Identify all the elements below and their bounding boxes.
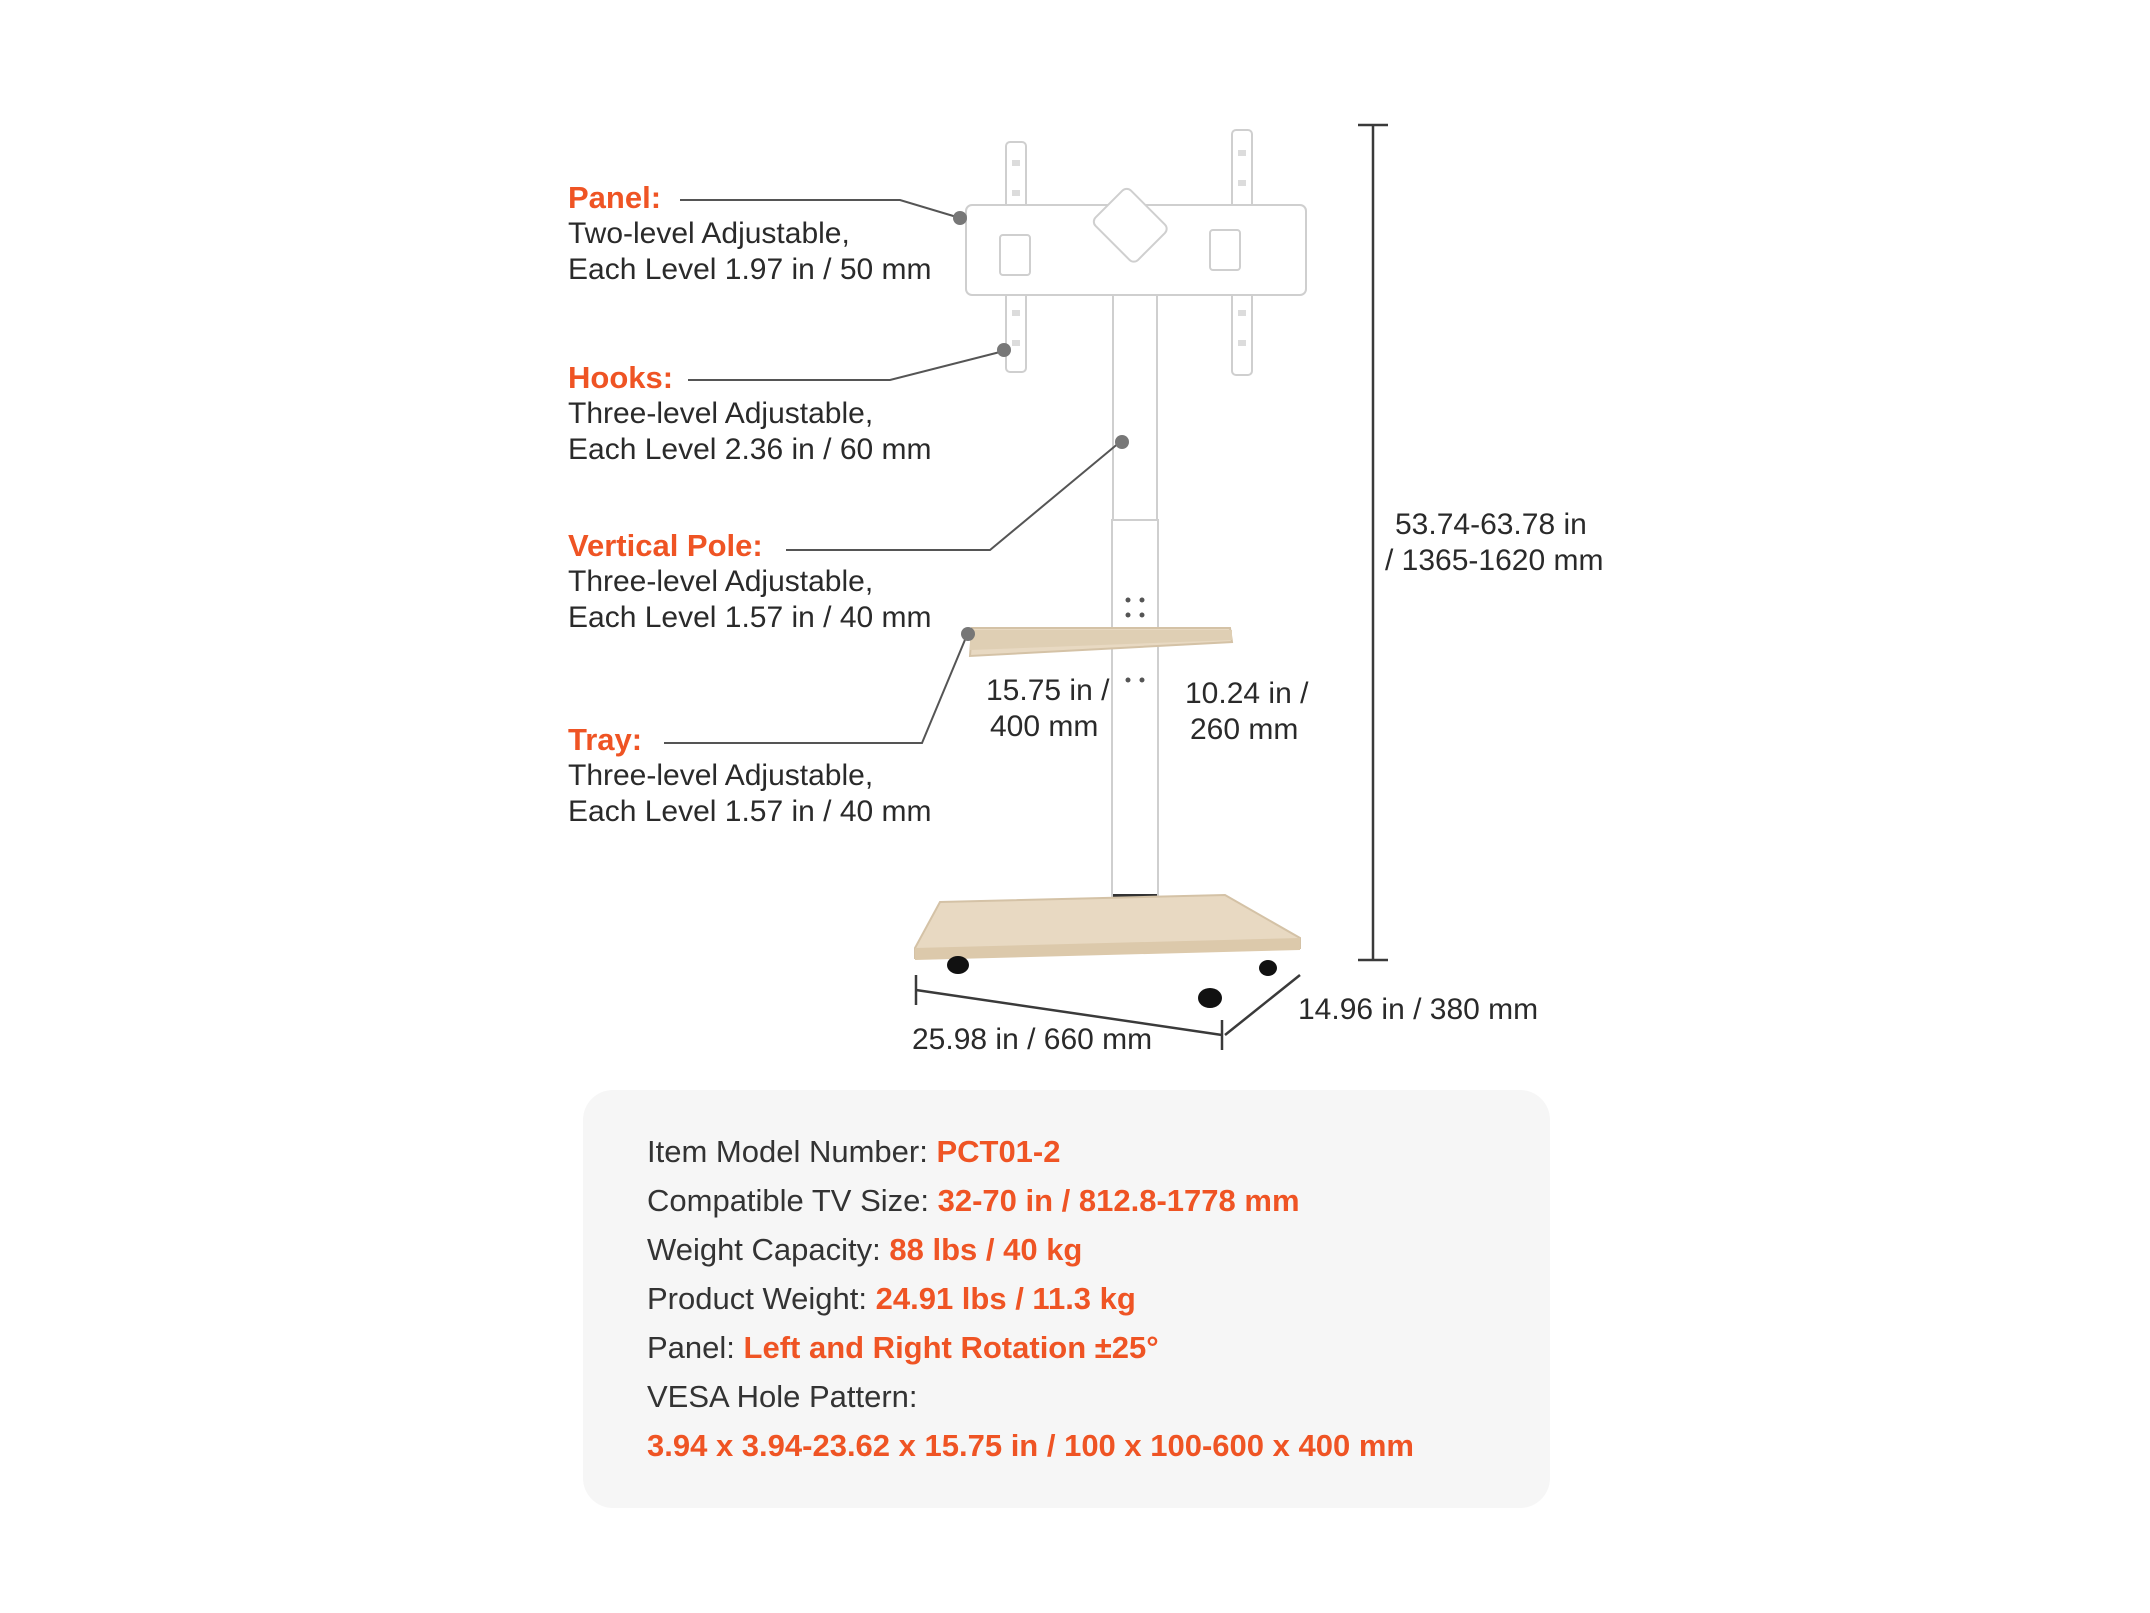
spec-label: Item Model Number: [647,1134,937,1169]
base-width-label: 25.98 in / 660 mm [912,1023,1153,1056]
spec-label: Weight Capacity: [647,1232,890,1267]
spec-label: Panel: [647,1330,744,1365]
spec-value: 24.91 lbs / 11.3 kg [875,1281,1136,1316]
vertical-pole [1112,295,1158,911]
spec-row-product-weight [647,1279,1136,1319]
callout-line: Each Level 2.36 in / 60 mm [568,433,932,466]
callout-line: Three-level Adjustable, [568,565,874,598]
callout-line: Two-level Adjustable, [568,217,850,250]
spec-value: 3.94 x 3.94-23.62 x 15.75 in / 100 x 100-600 x 400 mm [647,1428,1414,1463]
caster-wheel [947,956,969,974]
spec-panel [583,1090,1550,1508]
callout-title: Tray: [568,722,643,757]
spec-value: 88 lbs / 40 kg [889,1232,1083,1267]
callout-line: Three-level Adjustable, [568,759,874,792]
spec-row-vesa-label [647,1377,918,1417]
tray-width-label-in: 15.75 in / [986,674,1110,707]
base-depth-dimension-line [1225,975,1300,1035]
callout-line: Each Level 1.57 in / 40 mm [568,795,932,828]
spec-row-weight-capacity [647,1230,1082,1270]
callout-panel [568,180,1048,288]
callout-title: Vertical Pole: [568,528,763,563]
spec-row-vesa-value [647,1426,1414,1466]
callout-line: Three-level Adjustable, [568,397,874,430]
callout-line: Each Level 1.57 in / 40 mm [568,601,932,634]
callout-hooks [568,360,1048,468]
spec-label: Product Weight: [647,1281,876,1316]
callout-vertical-pole [568,528,1048,636]
callout-tray [568,722,1048,830]
spec-label: Compatible TV Size: [647,1183,938,1218]
callout-line: Each Level 1.97 in / 50 mm [568,253,932,286]
tray-depth-label-mm: 260 mm [1190,713,1299,746]
base-depth-label: 14.96 in / 380 mm [1298,993,1539,1026]
spec-row-model [647,1132,1060,1172]
spec-row-tv-size [647,1181,1300,1221]
tray-width-label-mm: 400 mm [990,710,1099,743]
spec-value: Left and Right Rotation ±25° [743,1330,1159,1365]
height-dimension-line [1358,125,1388,960]
spec-row-panel-rotation [647,1328,1159,1368]
caster-wheel [1198,988,1222,1008]
caster-wheel [1259,960,1277,976]
callout-title: Panel: [568,180,662,215]
callout-title: Hooks: [568,360,674,395]
spec-value: 32-70 in / 812.8-1778 mm [937,1183,1300,1218]
spec-label: VESA Hole Pattern: [647,1379,918,1414]
base [915,895,1300,1008]
tray-depth-label-in: 10.24 in / [1185,677,1309,710]
height-label-in: 53.74-63.78 in [1395,508,1587,541]
height-label-mm: / 1365-1620 mm [1385,544,1604,577]
spec-value: PCT01-2 [936,1134,1061,1169]
